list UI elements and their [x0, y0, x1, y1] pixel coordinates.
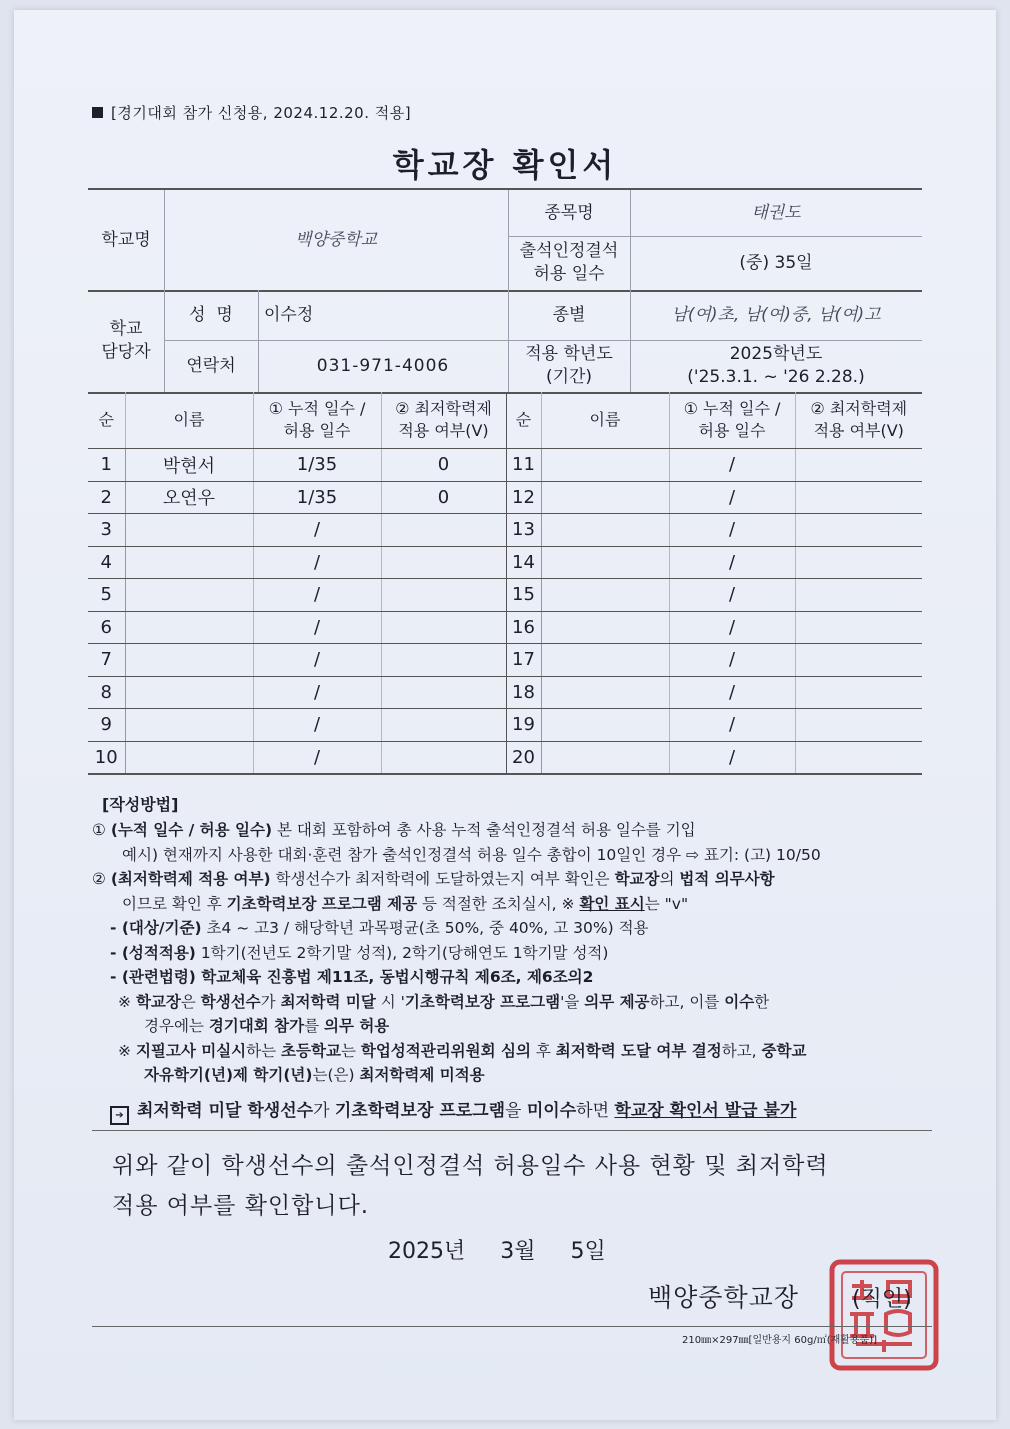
row-min: 0 [381, 481, 506, 514]
days-label-line1: 출석인정결석 [519, 241, 619, 262]
col-min-2: ② 최저학력제 적용 여부(V) [795, 392, 922, 449]
sport-label: 종목명 [544, 202, 594, 223]
row-name [541, 709, 669, 742]
year-label-line2: (기간) [545, 367, 593, 387]
days-label-line2: 허용 일수 [533, 264, 605, 284]
row-name [541, 546, 669, 579]
row-days: / [669, 709, 795, 742]
row-name [541, 741, 669, 774]
row-seq: 19 [506, 709, 541, 742]
col-min: ② 최저학력제 적용 여부(V) [381, 392, 506, 449]
table-row [88, 741, 922, 774]
table-row [88, 579, 922, 612]
row-days: 1/35 [253, 481, 381, 514]
row-min [795, 481, 922, 514]
col-seq: 순 [88, 392, 125, 449]
info-table [88, 188, 922, 392]
row-days: / [253, 644, 381, 677]
row-seq: 14 [506, 546, 541, 579]
row-name [125, 709, 253, 742]
row-min: 0 [381, 449, 506, 482]
row-name [125, 611, 253, 644]
row-min [795, 579, 922, 612]
year-label [508, 340, 630, 392]
row-days: / [253, 546, 381, 579]
row-min [795, 546, 922, 579]
row-min [381, 579, 506, 612]
seal-label: (직인) [852, 1287, 912, 1312]
instruction-line: - (관련법령) 학교체육 진흥법 제11조, 동법시행규칙 제6조, 제6조의2 [110, 968, 594, 986]
instruction-line: ② (최저학력제 적용 여부) 학생선수가 최저학력에 도달하였는지 여부 확인은 학교장의 법적 의무사항 [92, 870, 775, 888]
row-seq: 9 [88, 709, 125, 742]
sport-value: 태권도 [751, 202, 801, 223]
instruction-line: 경우에는 경기대회 참가를 의무 허용 [144, 1017, 390, 1035]
row-days: / [253, 579, 381, 612]
contact-value: 031-971-4006 [316, 355, 450, 376]
contact-label: 연락처 [186, 355, 236, 376]
row-name [541, 676, 669, 709]
col-days-2: ① 누적 일수 / 허용 일수 [669, 392, 795, 449]
year-value [630, 340, 922, 392]
col-seq-2: 순 [506, 392, 541, 449]
instruction-line: 예시) 현재까지 사용한 대회·훈련 참가 출석인정결석 허용 일수 총합이 10일인 경우 ⇨ 표기: (고) 10/50 [122, 845, 821, 864]
row-days: / [669, 546, 795, 579]
row-name: 오연우 [125, 481, 253, 514]
row-days: 1/35 [253, 449, 381, 482]
row-name [541, 514, 669, 547]
instruction-line: - (성적적용) 1학기(전년도 2학기말 성적), 2학기(당해연도 1학기말 성적) [110, 943, 609, 962]
table-row [88, 546, 922, 579]
year-value-line2: ('25.3.1. ~ '26 2.28.) [687, 367, 865, 387]
table-row [88, 481, 922, 514]
row-name [125, 741, 253, 774]
row-name [541, 449, 669, 482]
row-days: / [253, 611, 381, 644]
confirm-line2: 적용 여부를 확인합니다. [112, 1193, 370, 1219]
row-name [125, 546, 253, 579]
row-min [381, 741, 506, 774]
table-row [88, 709, 922, 742]
col-name-2: 이름 [541, 392, 669, 449]
arrow-box-icon: ➔ [110, 1106, 129, 1125]
header-note-text: [경기대회 참가 신청용, 2024.12.20. 적용] [111, 104, 412, 122]
square-bullet-icon [92, 107, 103, 118]
row-days: / [253, 676, 381, 709]
row-min [795, 741, 922, 774]
row-min [795, 644, 922, 677]
row-days: / [669, 644, 795, 677]
row-days: / [669, 611, 795, 644]
row-name [125, 514, 253, 547]
row-seq: 10 [88, 741, 125, 774]
confirm-statement [112, 1146, 932, 1226]
instruction-line: ※ 지필고사 미실시하는 초등학교는 학업성적관리위원회 심의 후 최저학력 도달 여부 결정하고, 중학교 [118, 1041, 807, 1060]
row-min [381, 644, 506, 677]
name-value: 이수정 [264, 304, 314, 325]
instruction-line: 자유학기(년)제 학기(년)는(은) 최저학력제 미적용 [144, 1066, 485, 1084]
row-days: / [253, 741, 381, 774]
row-days: / [669, 676, 795, 709]
col-name: 이름 [125, 392, 253, 449]
row-seq: 11 [506, 449, 541, 482]
row-days: / [253, 709, 381, 742]
principal-name: 백양중학교장 [648, 1283, 799, 1312]
row-days: / [669, 481, 795, 514]
page-title: 학교장 확인서 [392, 146, 618, 184]
gender-label: 종별 [552, 304, 586, 325]
row-min [381, 611, 506, 644]
row-min [381, 676, 506, 709]
row-seq: 5 [88, 579, 125, 612]
row-seq: 13 [506, 514, 541, 547]
row-name: 박현서 [125, 449, 253, 482]
school-value: 백양중학교 [294, 229, 378, 250]
method-heading: [작성방법] [102, 795, 179, 814]
instruction-line: ※ 학교장은 학생선수가 최저학력 미달 시 '기초학력보장 프로그램'을 의무 제공하고, 이를 이수한 [118, 992, 770, 1011]
col-days: ① 누적 일수 / 허용 일수 [253, 392, 381, 449]
name-label: 성 명 [189, 304, 233, 325]
divider [92, 1130, 932, 1131]
row-name [541, 579, 669, 612]
bottom-rule [92, 1326, 932, 1327]
row-name [125, 579, 253, 612]
row-min [795, 449, 922, 482]
staff-label [88, 290, 164, 392]
gender-value: 남(여)초, 남(여)중, 남(여)고 [671, 304, 881, 325]
row-min [795, 709, 922, 742]
instruction-line: - (대상/기준) 초4 ~ 고3 / 해당학년 과목평균(초 50%, 중 40%, 고 30%) 적용 [110, 919, 649, 937]
table-row [88, 514, 922, 547]
row-name [541, 611, 669, 644]
row-min [381, 546, 506, 579]
row-min [795, 676, 922, 709]
school-label: 학교명 [101, 229, 151, 250]
year-label-line1: 적용 학년도 [525, 344, 613, 365]
row-seq: 18 [506, 676, 541, 709]
school-seal-stamp [826, 1256, 942, 1374]
row-days: / [669, 579, 795, 612]
row-min [381, 514, 506, 547]
row-name [125, 644, 253, 677]
row-seq: 12 [506, 481, 541, 514]
row-seq: 1 [88, 449, 125, 482]
header-note [92, 102, 411, 123]
days-label [508, 236, 630, 290]
row-min [381, 709, 506, 742]
row-days: / [669, 741, 795, 774]
row-days: / [669, 449, 795, 482]
row-seq: 6 [88, 611, 125, 644]
staff-label-line2: 담당자 [101, 342, 151, 362]
row-seq: 2 [88, 481, 125, 514]
confirm-line1: 위와 같이 학생선수의 출석인정결석 허용일수 사용 현황 및 최저학력 [112, 1153, 829, 1179]
row-seq: 17 [506, 644, 541, 677]
row-min [795, 514, 922, 547]
instruction-line: 이므로 확인 후 기초학력보장 프로그램 제공 등 적절한 조치실시, ※ 확인 표시는 "v" [122, 894, 689, 913]
paper-spec-footnote: 210㎜×297㎜[일반용지 60g/㎡(재활용품)] [682, 1335, 878, 1346]
table-header-row [88, 392, 922, 449]
table-row [88, 611, 922, 644]
row-seq: 20 [506, 741, 541, 774]
row-seq: 8 [88, 676, 125, 709]
table-row [88, 449, 922, 482]
days-value: (중) 35일 [739, 252, 813, 273]
instructions [92, 818, 932, 1088]
row-seq: 15 [506, 579, 541, 612]
instruction-line: ① (누적 일수 / 허용 일수) 본 대회 포함하여 총 사용 누적 출석인정결석 허용 일수를 기입 [92, 821, 696, 839]
row-seq: 16 [506, 611, 541, 644]
notice: ➔ 최저학력 미달 학생선수가 기초학력보장 프로그램을 미이수하면 학교장 확인서 발급 불가 [110, 1096, 796, 1125]
year-value-line1: 2025학년도 [729, 344, 823, 365]
row-name [125, 676, 253, 709]
row-days: / [669, 514, 795, 547]
issue-date: 2025년 3월 5일 [388, 1239, 606, 1264]
student-table [88, 392, 922, 775]
row-min [795, 611, 922, 644]
row-seq: 4 [88, 546, 125, 579]
row-seq: 7 [88, 644, 125, 677]
row-name [541, 644, 669, 677]
table-row [88, 676, 922, 709]
row-name [541, 481, 669, 514]
row-seq: 3 [88, 514, 125, 547]
table-row [88, 644, 922, 677]
row-days: / [253, 514, 381, 547]
staff-label-line1: 학교 [109, 319, 143, 340]
